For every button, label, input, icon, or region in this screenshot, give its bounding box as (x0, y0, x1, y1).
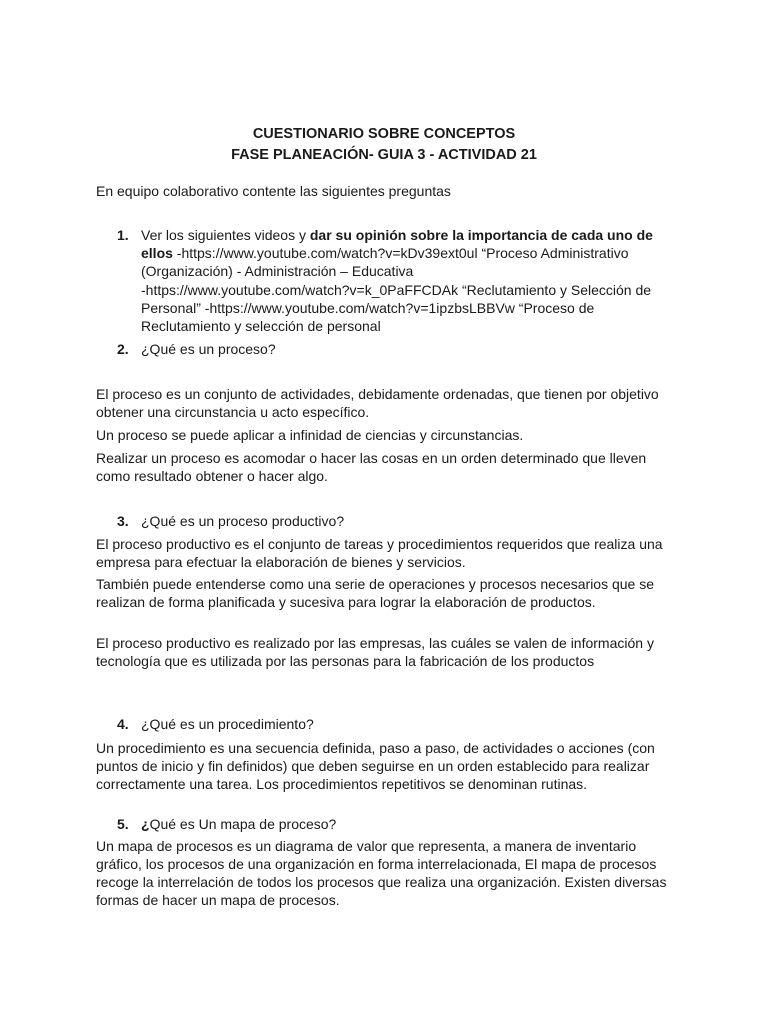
question-text: ¿Qué es un proceso productivo? (141, 513, 345, 529)
answer-2-paragraph-3: Realizar un proceso es acomodar o hacer las cosas en un orden determinado que lleven como resultado obtener o hacer algo. (96, 450, 647, 484)
question-text: ¿Qué es un proceso? (141, 341, 276, 357)
question-3 (117, 512, 344, 530)
intro-paragraph: En equipo colaborativo contente las siguientes preguntas (96, 183, 451, 199)
question-1-text (141, 226, 681, 280)
answer-2-paragraph-2: Un proceso se puede aplicar a infinidad de ciencias y circunstancias. (96, 427, 524, 443)
question-number: 5. (117, 816, 129, 832)
question-number: 1. (117, 227, 129, 243)
question-text: Qué es Un mapa de proceso? (149, 816, 337, 832)
question-4 (117, 715, 314, 733)
answer-2-paragraph-1: El proceso es un conjunto de actividades, debidamente ordenadas, que tienen por objetivo obtener una circunstancia u acto específico. (96, 386, 659, 420)
answer-4-paragraph-1: Un procedimiento es una secuencia definida, paso a paso, de actividades o acciones (con puntos de inicio y fin definidos) que deben seguirse en un orden establecido para realizar correctamente una tarea. Los procedimientos repetitivos se denominan rutinas. (96, 740, 655, 792)
answer-3-paragraph-1: El proceso productivo es el conjunto de tareas y procedimientos requeridos que realiza una empresa para efectuar la elaboración de bienes y servicios. (96, 536, 663, 570)
question-1-prefix: Ver los siguientes videos y (141, 227, 310, 243)
question-1-bold: dar su opinión sobre la importancia de cada uno de ellos (141, 227, 653, 261)
question-text: ¿Qué es un procedimiento? (141, 716, 314, 732)
document-subtitle: FASE PLANEACIÓN- GUIA 3 - ACTIVIDAD 21 (231, 147, 537, 163)
answer-5-paragraph-1: Un mapa de procesos es un diagrama de valor que representa, a manera de inventario gráfico, los procesos de una organización en forma interrelacionada, El mapa de procesos recoge la interrelación de todos los procesos que realiza una organización. Existen diversas formas de hacer un mapa de procesos. (96, 838, 667, 908)
question-number: 2. (117, 341, 129, 357)
document-title: CUESTIONARIO SOBRE CONCEPTOS (252, 126, 516, 142)
question-1 (117, 226, 141, 244)
question-1-links-1: -https://www.youtube.com/watch?v=kDv39ext0ul “Proceso Administrativo (Organización) - Administración – Educativa (141, 245, 629, 279)
question-2 (117, 340, 276, 358)
question-mark: ¿ (141, 816, 150, 832)
answer-3-paragraph-3: El proceso productivo es realizado por las empresas, las cuáles se valen de información y tecnología que es utilizada por las personas para la fabricación de los productos (96, 635, 654, 669)
question-1-links-2: -https://www.youtube.com/watch?v=k_0PaFFCDAk “Reclutamiento y Selección de Personal” -https://www.youtube.com/watch?v=1ipzbsLBBVw “Proceso de Reclutamiento y selección de personal (141, 282, 652, 334)
question-5 (117, 815, 336, 833)
question-number: 4. (117, 716, 129, 732)
answer-3-paragraph-2: También puede entenderse como una serie de operaciones y procesos necesarios que se realizan de forma planificada y sucesiva para lograr la elaboración de productos. (96, 576, 655, 610)
question-number: 3. (117, 513, 129, 529)
